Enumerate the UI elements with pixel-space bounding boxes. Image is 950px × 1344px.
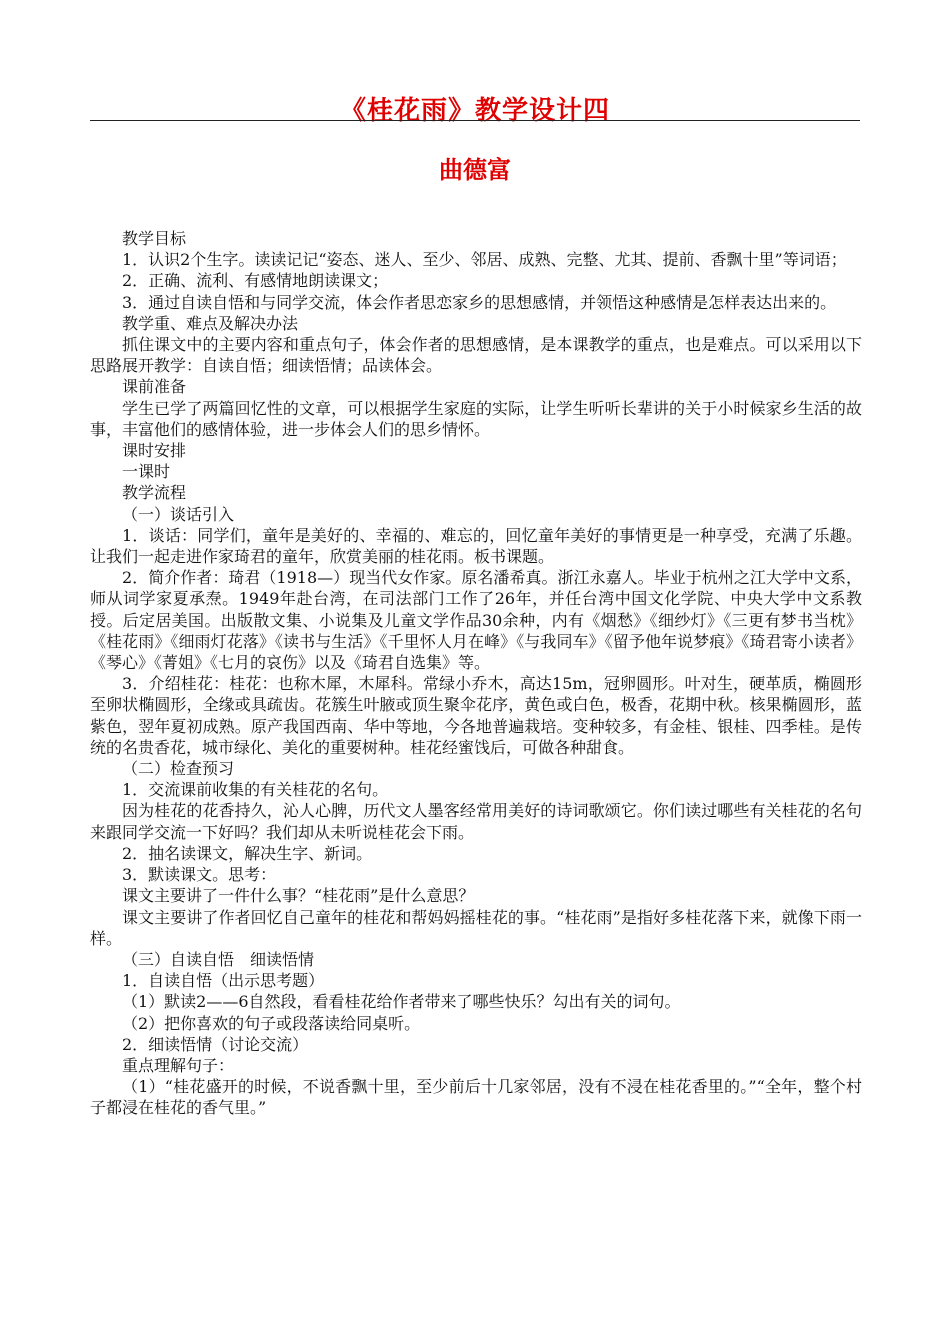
paragraph: （1）默读2——6自然段，看看桂花给作者带来了哪些快乐？勾出有关的词句。 <box>122 992 681 1012</box>
paragraph: 课时安排 <box>122 441 187 461</box>
paragraph: 学生已学了两篇回忆性的文章，可以根据学生家庭的实际，让学生听听长辈讲的关于小时候家乡生活的故事，丰富他们的感情体验，进一步体会人们的思乡情怀。 <box>90 398 862 439</box>
document-author: 曲德富 <box>439 155 511 184</box>
paragraph: （2）把你喜欢的句子或段落读给同桌听。 <box>122 1013 421 1033</box>
paragraph: 因为桂花的花香持久，沁人心脾，历代文人墨客经常用美好的诗词歌颂它。你们读过哪些有关桂花的名句来跟同学交流一下好吗？我们却从未听说桂花会下雨。 <box>90 801 862 842</box>
document-body <box>90 228 862 1119</box>
paragraph: 2．抽名读课文，解决生字、新词。 <box>122 843 373 863</box>
paragraph: （1）“桂花盛开的时候，不说香飘十里，至少前后十几家邻居，没有不浸在桂花香里的。”“全年，整个村子都浸在桂花的香气里。” <box>90 1077 862 1118</box>
paragraph: 一课时 <box>122 462 171 482</box>
paragraph: 课文主要讲了一件什么事？“桂花雨”是什么意思？ <box>122 886 475 906</box>
title-divider <box>90 120 860 121</box>
paragraph: 3．通过自读自悟和与同学交流，体会作者思恋家乡的思想感情，并领悟这种感情是怎样表达出来的。 <box>122 292 837 312</box>
paragraph: 课文主要讲了作者回忆自己童年的桂花和帮妈妈摇桂花的事。“桂花雨”是指好多桂花落下来，就像下雨一样。 <box>90 907 862 948</box>
paragraph: （二）检查预习 <box>122 759 235 779</box>
paragraph: 1．自读自悟（出示思考题） <box>122 971 325 991</box>
paragraph: 2．简介作者：琦君（1918—）现当代女作家。原名潘希真。浙江永嘉人。毕业于杭州之江大学中文系，师从词学家夏承焘。1949年赴台湾，在司法部门工作了26年，并任台湾中国文化学院、中央大学中文系教授。后定居美国。出版散文集、小说集及儿童文学作品30余种，内有《烟愁》《细纱灯》《三更有梦书当枕》《桂花雨》《细雨灯花落》《读书与生活》《千里怀人月在峰》《与我同车》《留予他年说梦痕》《琦君寄小读者》《琴心》《菁姐》《七月的哀伤》以及《琦君自选集》等。 <box>90 568 862 673</box>
document-title: 《桂花雨》教学设计四 <box>339 96 610 126</box>
paragraph: 3．介绍桂花：桂花：也称木犀，木犀科。常绿小乔木，高达15m，冠卵圆形。叶对生，硬革质，椭圆形至卵状椭圆形，全缘或具疏齿。花簇生叶腋或顶生聚伞花序，黄色或白色，极香，花期中秋。核果椭圆形，蓝紫色，翌年夏初成熟。原产我国西南、华中等地，今各地普遍栽培。变种较多，有金桂、银桂、四季桂。是传统的名贵香花，城市绿化、美化的重要树种。桂花经蜜饯后，可做各种甜食。 <box>90 674 862 757</box>
paragraph: 抓住课文中的主要内容和重点句子，体会作者的思想感情，是本课教学的重点，也是难点。可以采用以下思路展开教学：自读自悟；细读悟情；品读体会。 <box>90 335 862 376</box>
paragraph: （一）谈话引入 <box>122 504 235 524</box>
paragraph: 教学重、难点及解决办法 <box>122 313 299 333</box>
paragraph: 1．认识2个生字。读读记记“姿态、迷人、至少、邻居、成熟、完整、尤其、提前、香飘十里”等词语； <box>122 250 847 270</box>
paragraph: （三）自读自悟 细读悟情 <box>122 949 315 969</box>
paragraph: 教学目标 <box>122 229 187 248</box>
paragraph: 1．谈话：同学们，童年是美好的、幸福的、难忘的，回忆童年美好的事情更是一种享受，充满了乐趣。让我们一起走进作家琦君的童年，欣赏美丽的桂花雨。板书课题。 <box>90 525 862 567</box>
paragraph: 2．细读悟情（讨论交流） <box>122 1034 309 1054</box>
paragraph: 1．交流课前收集的有关桂花的名句。 <box>122 780 389 800</box>
paragraph: 重点理解句子： <box>122 1055 235 1075</box>
paragraph: 课前准备 <box>122 377 187 397</box>
paragraph: 3．默读课文。思考： <box>122 865 277 885</box>
paragraph: 教学流程 <box>122 483 187 503</box>
paragraph: 2．正确、流利、有感情地朗读课文； <box>122 271 389 291</box>
